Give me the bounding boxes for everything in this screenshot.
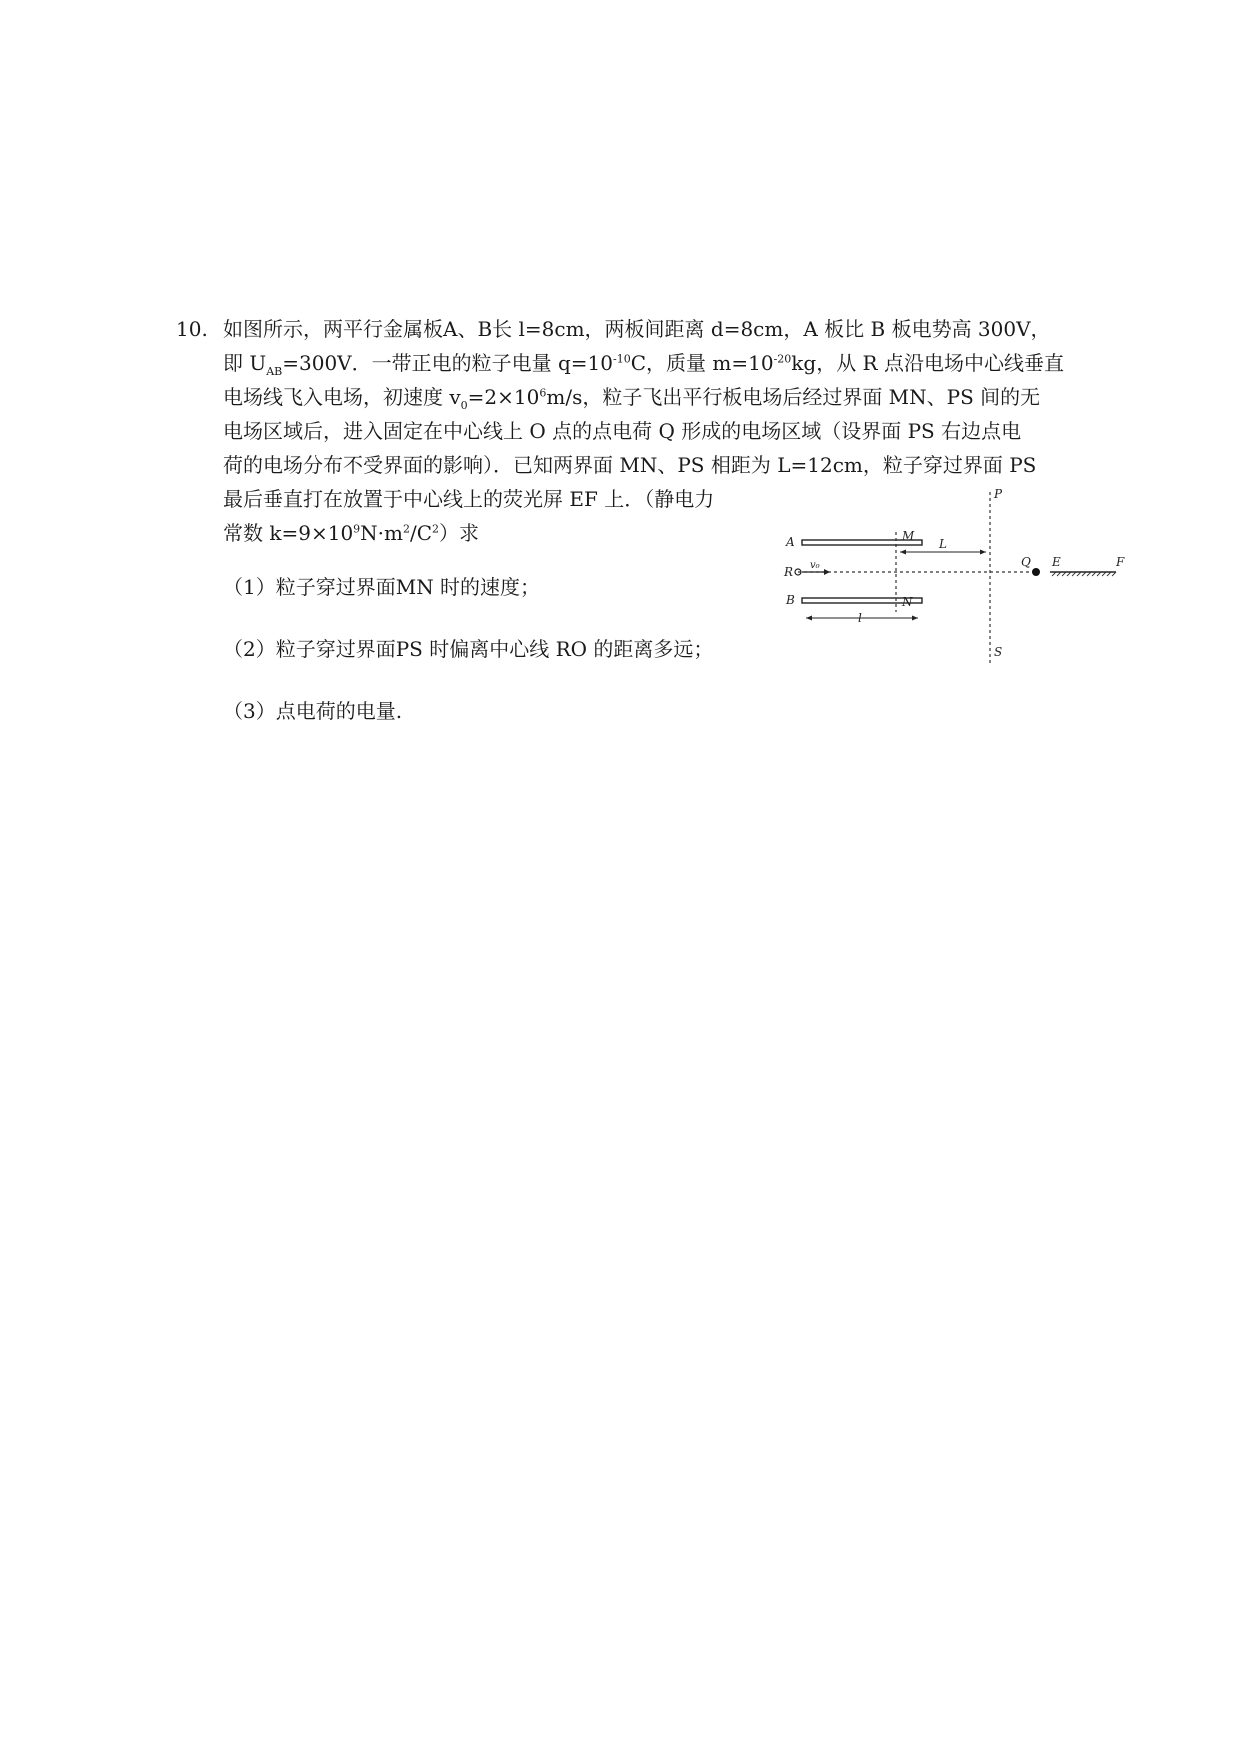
label-f: F [1116, 555, 1125, 569]
problem-line-6: 最后垂直打在放置于中心线上的荧光屏 EF 上．（静电力 [223, 487, 715, 511]
label-v0: v₀ [810, 560, 820, 571]
label-e: E [1052, 555, 1061, 569]
problem-line-4: 电场区域后，进入固定在中心线上 O 点的点电荷 Q 形成的电场区域（设界面 PS 右边点电 [223, 419, 1022, 443]
problem-line-1: 如图所示，两平行金属板A、B长 l=8cm，两板间距离 d=8cm，A 板比 B 板电势高 300V， [223, 317, 1051, 341]
question-2: （2）粒子穿过界面PS 时偏离中心线 RO 的距离多远； [223, 637, 714, 661]
question-3: （3）点电荷的电量. [223, 699, 403, 723]
label-a: A [786, 535, 795, 549]
label-l-lower: l [858, 611, 862, 625]
label-s: S [994, 645, 1003, 659]
question-1: （1）粒子穿过界面MN 时的速度； [223, 575, 541, 599]
label-l-upper: L [939, 537, 947, 551]
problem-line-3: 电场线飞入电场，初速度 $v_0=2\times 10^6m/s$，粒子飞出平行板电场后经过界面 MN、PS 间的无 [223, 385, 1041, 412]
problem-number: 10. [176, 317, 208, 341]
point-charge-q [1032, 568, 1040, 576]
field-diagram [776, 484, 1136, 664]
label-n: N [902, 595, 913, 609]
label-m: M [902, 529, 915, 543]
label-q: Q [1021, 555, 1031, 569]
label-p: P [994, 487, 1003, 501]
problem-line-5: 荷的电场分布不受界面的影响）．已知两界面 MN、PS 相距为 L=12cm，粒子穿过界面 PS [223, 453, 1037, 477]
problem-line-7: 常数 $k=9\times 10^9N\cdot m^2/C^2$）求 [223, 521, 480, 545]
label-b: B [786, 593, 795, 607]
problem-line-2: 即 $U_{AB}=300V$．一带正电的粒子电量 $q=10^{-10}C$，质量 $m=10^{-20}kg$，从 R 点沿电场中心线垂直 [223, 351, 1064, 378]
label-r: R [784, 565, 794, 579]
